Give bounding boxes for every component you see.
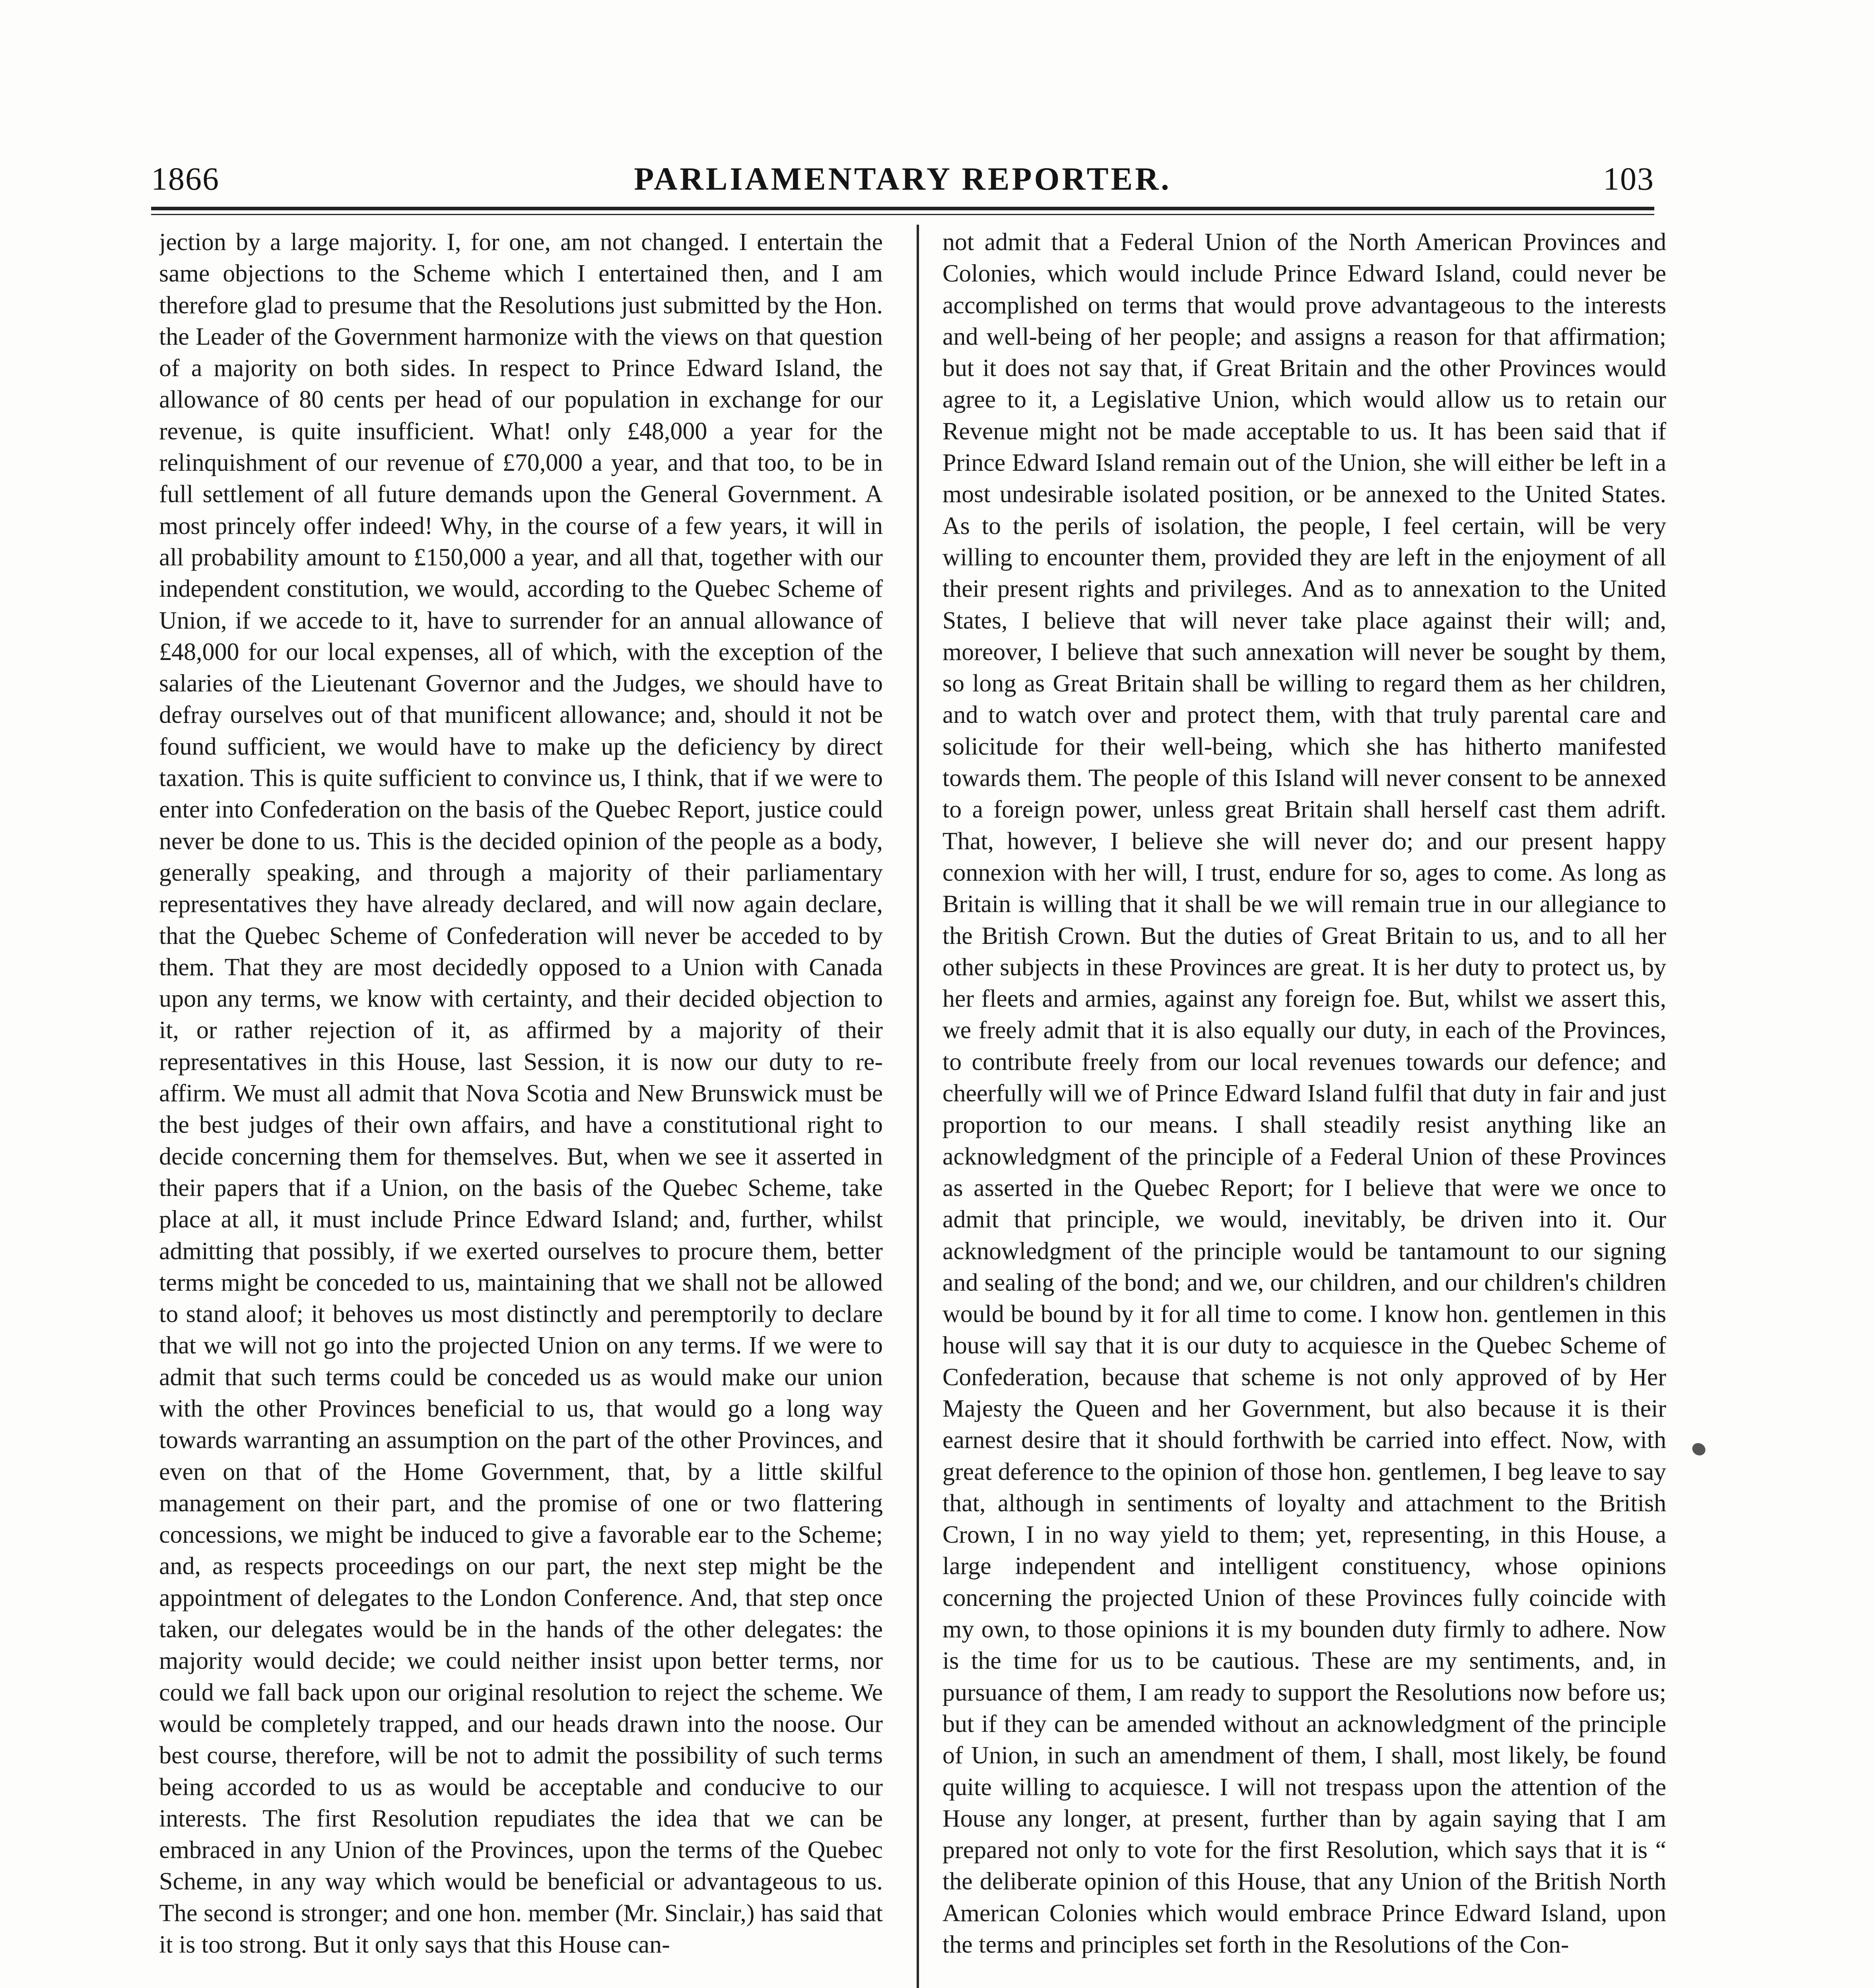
page-header: [151, 157, 1654, 209]
header-rule-thin: [151, 214, 1654, 215]
header-title: PARLIAMENTARY REPORTER.: [634, 161, 1172, 197]
right-column-text: not admit that a Federal Union of the North American Provinces and Colonies, which would include Prince Edward Island, could never be accomplished on terms that would prove advantageous to the interests and well-being of her people; and assigns a reason for that affirmation; but it does not say that, if Great Britain and the other Provinces would agree to it, a Legislative Union, which would allow us to retain our Revenue might not be made acceptable to us. It has been said that if Prince Edward Island remain out of the Union, she will either be left in a most undesirable isolated position, or be annexed to the United States. As to the perils of isolation, the people, I feel certain, will be very willing to encounter them, provided they are left in the enjoyment of all their present rights and privileges. And as to annexation to the United States, I believe that will never take place against their will; and, moreover, I believe that such annexation will never be sought by them, so long as Great Britain shall be willing to regard them as her children, and to watch over and protect them, with that truly parental care and solicitude for their well-being, which she has hitherto manifested towards them. The people of this Island will never consent to be annexed to a foreign power, unless great Britain shall herself cast them adrift. That, however, I believe she will never do; and our present happy connexion with her will, I trust, endure for so, ages to come. As long as Britain is willing that it shall be we will remain true in our allegiance to the British Crown. But the duties of Great Britain to us, and to all her other subjects in these Provinces are great. It is her duty to protect us, by her fleets and armies, against any foreign foe. But, whilst we assert this, we freely admit that it is also equally our duty, in each of the Provinces, to contribute freely from our local revenues towards our defence; and cheerfully will we of Prince Edward Island fulfil that duty in fair and just proportion to our means. I shall steadily resist anything like an acknowledgment of the principle of a Federal Union of these Provinces as asserted in the Quebec Report; for I believe that were we once to admit that principle, we would, inevitably, be driven into it. Our acknowledgment of the principle would be tantamount to our signing and sealing of the bond; and we, our children, and our children's children would be bound by it for all time to come. I know hon. gentlemen in this house will say that it is our duty to acquiesce in the Quebec Scheme of Confederation, because that scheme is not only approved of by Her Majesty the Queen and her Government, but also because it is their earnest desire that it should forthwith be carried into effect. Now, with great deference to the opinion of those hon. gentlemen, I beg leave to say that, although in sentiments of loyalty and attachment to the British Crown, I in no way yield to them; yet, representing, in this House, a large independent and intelligent constituency, whose opinions concerning the projected Union of these Provinces fully coincide with my own, to those opinions it is my bounden duty firmly to adhere. Now is the time for us to be cautious. These are my sentiments, and, in pursuance of them, I am ready to support the Resolutions now before us; but if they can be amended without an acknowledgment of the principle of Union, in such an amendment of them, I shall, most likely, be found quite willing to acquiesce. I will not trespass upon the attention of the House any longer, at present, further than by again saying that I am prepared not only to vote for the first Resolution, which says that it is “ the deliberate opinion of this House, that any Union of the British North American Colonies which would embrace Prince Edward Island, upon the terms and principles set forth in the Resolutions of the Con-: [942, 229, 1666, 1959]
header-page-number: 103: [1603, 161, 1654, 197]
right-column: [942, 227, 1666, 1988]
header-rule-thick: [151, 207, 1654, 210]
print-speck: [1690, 1441, 1708, 1458]
left-column: [159, 227, 883, 1988]
left-column-text: jection by a large majority. I, for one, am not changed. I entertain the same objections to the Scheme which I entertained then, and I am therefore glad to presume that the Resolutions just submitted by the Hon. the Leader of the Government harmonize with the views on that question of a majority on both sides. In respect to Prince Edward Island, the allowance of 80 cents per head of our population in exchange for our revenue, is quite insufficient. What! only £48,000 a year for the relinquishment of our revenue of £70,000 a year, and that too, to be in full settlement of all future demands upon the General Government. A most princely offer indeed! Why, in the course of a few years, it will in all probability amount to £150,000 a year, and all that, together with our independent constitution, we would, according to the Quebec Scheme of Union, if we accede to it, have to surrender for an annual allowance of £48,000 for our local expenses, all of which, with the exception of the salaries of the Lieutenant Governor and the Judges, we should have to defray ourselves out of that munificent allowance; and, should it not be found sufficient, we would have to make up the deficiency by direct taxation. This is quite sufficient to convince us, I think, that if we were to enter into Confederation on the basis of the Quebec Report, justice could never be done to us. This is the decided opinion of the people as a body, generally speaking, and through a majority of their parliamentary representatives they have already declared, and will now again declare, that the Quebec Scheme of Confederation will never be acceded to by them. That they are most decidedly opposed to a Union with Canada upon any terms, we know with certainty, and their decided objection to it, or rather rejection of it, as affirmed by a majority of their representatives in this House, last Session, it is now our duty to re-affirm. We must all admit that Nova Scotia and New Brunswick must be the best judges of their own affairs, and have a constitutional right to decide concerning them for themselves. But, when we see it asserted in their papers that if a Union, on the basis of the Quebec Scheme, take place at all, it must include Prince Edward Island; and, further, whilst admitting that possibly, if we exerted ourselves to procure them, better terms might be conceded to us, maintaining that we shall not be allowed to stand aloof; it behoves us most distinctly and peremptorily to declare that we will not go into the projected Union on any terms. If we were to admit that such terms could be conceded us as would make our union with the other Provinces beneficial to us, that would go a long way towards warranting an assumption on the part of the other Provinces, and even on that of the Home Government, that, by a little skilful management on their part, and the promise of one or two flattering concessions, we might be induced to give a favorable ear to the Scheme; and, as respects proceedings on our part, the next step might be the appointment of delegates to the London Conference. And, that step once taken, our delegates would be in the hands of the other delegates: the majority would decide; we could neither insist upon better terms, nor could we fall back upon our original resolution to reject the scheme. We would be completely trapped, and our heads drawn into the noose. Our best course, therefore, will be not to admit the possibility of such terms being accorded to us as would be acceptable and conducive to our interests. The first Resolution repudiates the idea that we can be embraced in any Union of the Provinces, upon the terms of the Quebec Scheme, in any way which would be beneficial or advantageous to us. The second is stronger; and one hon. member (Mr. Sinclair,) has said that it is too strong. But it only says that this House can-: [159, 229, 883, 1959]
column-divider: [917, 225, 919, 1988]
header-year: 1866: [151, 161, 220, 197]
